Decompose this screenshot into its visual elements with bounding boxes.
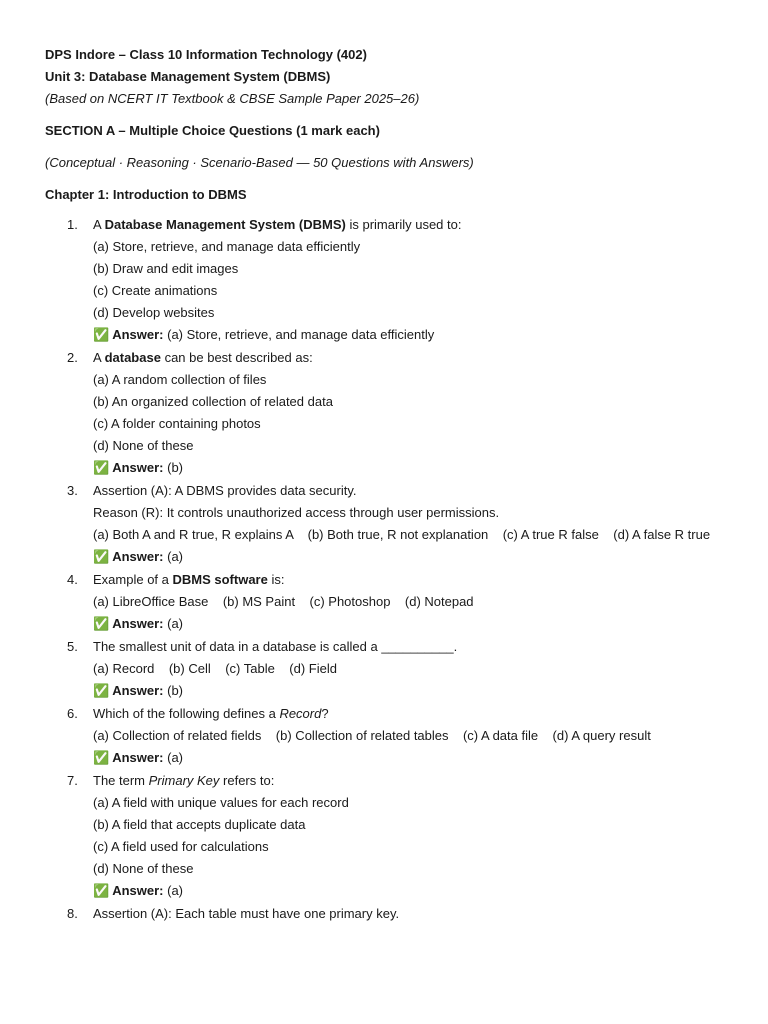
option: (c) Create animations: [93, 283, 218, 298]
question-list: [45, 214, 723, 925]
question-text: Which of the following defines a Record?: [93, 706, 329, 721]
question-item: [45, 636, 723, 703]
question-keyword: database: [104, 350, 161, 365]
question-number: 4.: [67, 572, 78, 587]
answer-label: Answer:: [112, 883, 164, 898]
question-number: 2.: [67, 350, 78, 365]
question-text: Assertion (A): Each table must have one primary key.: [93, 906, 400, 921]
options-inline: (a) Collection of related fields (b) Collection of related tables (c) A data file (d) A query result: [93, 728, 651, 743]
answer-label: Answer:: [112, 549, 164, 564]
answer-label: Answer:: [112, 750, 164, 765]
question-item: [45, 770, 723, 903]
answer-line: [93, 613, 723, 636]
checkmark-icon: ✅: [93, 461, 110, 476]
answer-value: (b): [167, 460, 183, 475]
answer-line: [93, 457, 723, 480]
option: (a) A random collection of files: [93, 372, 267, 387]
answer-line: [93, 324, 723, 347]
option: (d) Develop websites: [93, 305, 215, 320]
option: (b) A field that accepts duplicate data: [93, 817, 306, 832]
answer-value: (a): [167, 750, 183, 765]
answer-label: Answer:: [112, 460, 164, 475]
section-subtitle: (Conceptual · Reasoning · Scenario-Based — 50 Questions with Answers): [45, 155, 474, 170]
reason-text: Reason (R): It controls unauthorized access through user permissions.: [93, 505, 500, 520]
answer-value: (a): [167, 883, 183, 898]
document-title: DPS Indore – Class 10 Information Technology (402): [45, 47, 367, 62]
question-item: [45, 703, 723, 770]
answer-label: Answer:: [112, 616, 164, 631]
checkmark-icon: ✅: [93, 684, 110, 699]
question-text: Assertion (A): A DBMS provides data security.: [93, 483, 357, 498]
question-item: [45, 569, 723, 636]
question-text: A Database Management System (DBMS) is primarily used to:: [93, 217, 462, 232]
question-text: A database can be best described as:: [93, 350, 313, 365]
section-title: SECTION A – Multiple Choice Questions (1 mark each): [45, 123, 380, 138]
question-item: [45, 903, 723, 925]
option: (a) A field with unique values for each record: [93, 795, 349, 810]
answer-value: (a): [167, 616, 183, 631]
answer-label: Answer:: [112, 683, 164, 698]
checkmark-icon: ✅: [93, 550, 110, 565]
options-inline: (a) LibreOffice Base (b) MS Paint (c) Photoshop (d) Notepad: [93, 594, 474, 609]
answer-line: [93, 747, 723, 770]
question-keyword: Record: [279, 706, 322, 721]
checkmark-icon: ✅: [93, 884, 110, 899]
checkmark-icon: ✅: [93, 617, 110, 632]
question-number: 5.: [67, 639, 78, 654]
chapter-title: Chapter 1: Introduction to DBMS: [45, 187, 247, 202]
source-note: (Based on NCERT IT Textbook & CBSE Sample Paper 2025–26): [45, 91, 420, 106]
option: (a) Store, retrieve, and manage data efficiently: [93, 239, 361, 254]
checkmark-icon: ✅: [93, 328, 110, 343]
question-text: The smallest unit of data in a database is called a __________.: [93, 639, 458, 654]
unit-title: Unit 3: Database Management System (DBMS): [45, 69, 331, 84]
question-number: 7.: [67, 773, 78, 788]
options-inline: (a) Record (b) Cell (c) Table (d) Field: [93, 661, 337, 676]
question-item: [45, 480, 723, 569]
option: (c) A folder containing photos: [93, 416, 261, 431]
question-text: Example of a DBMS software is:: [93, 572, 285, 587]
options-inline: (a) Both A and R true, R explains A (b) Both true, R not explanation (c) A true R false (d) A false R true: [93, 527, 711, 542]
option: (b) Draw and edit images: [93, 261, 239, 276]
answer-line: [93, 880, 723, 903]
option: (c) A field used for calculations: [93, 839, 269, 854]
question-keyword: Database Management System (DBMS): [104, 217, 346, 232]
question-keyword: DBMS software: [172, 572, 268, 587]
question-number: 8.: [67, 906, 78, 921]
question-text: The term Primary Key refers to:: [93, 773, 275, 788]
answer-value: (a): [167, 549, 183, 564]
question-item: [45, 214, 723, 347]
question-number: 3.: [67, 483, 78, 498]
answer-line: [93, 546, 723, 569]
question-keyword: Primary Key: [148, 773, 220, 788]
option: (d) None of these: [93, 438, 194, 453]
answer-value: (a) Store, retrieve, and manage data efficiently: [167, 327, 435, 342]
answer-label: Answer:: [112, 327, 164, 342]
question-number: 6.: [67, 706, 78, 721]
question-number: 1.: [67, 217, 78, 232]
option: (b) An organized collection of related data: [93, 394, 333, 409]
question-item: [45, 347, 723, 480]
checkmark-icon: ✅: [93, 751, 110, 766]
answer-line: [93, 680, 723, 703]
answer-value: (b): [167, 683, 183, 698]
option: (d) None of these: [93, 861, 194, 876]
